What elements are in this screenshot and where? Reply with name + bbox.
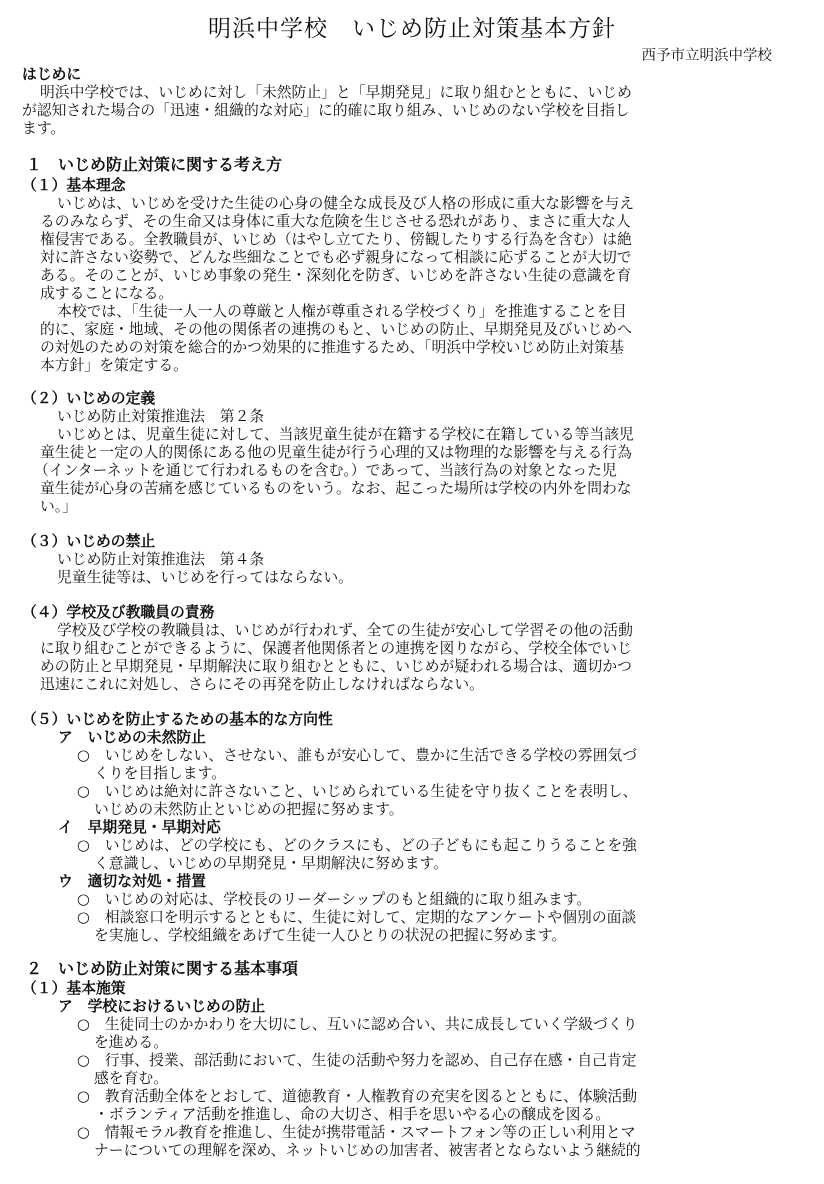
bullet-line: ○ 行事、授業、部活動において、生徒の活動や努力を認め、自己存在感・自己肯定 [77,1052,637,1069]
school-name: 西予市立明浜中学校 [641,48,772,64]
section-heading: １ いじめ防止対策に関する考え方 [26,155,283,174]
body-line: の対処のための対策を総合的かつ効果的に推進するため、「明浜中学校いじめ防止対策基 [40,339,624,356]
subsection-heading: （４）学校及び教職員の責務 [22,604,215,621]
body-line: 本方針」を策定する。 [40,357,188,374]
bullet-line: ○ いじめをしない、させない、誰もが安心して、豊かに生活できる学校の雰囲気づ [77,747,638,764]
body-line: 童生徒が心身の苦痛を感じているものをいう。なお、起こった場所は学校の内外を問わな [40,480,632,497]
item-heading: ア 学校におけるいじめの防止 [58,998,266,1015]
intro-line: ます。 [22,120,66,137]
bullet-line: ○ 教育活動全体をとおして、道徳教育・人権教育の充実を図るとともに、体験活動 [77,1088,638,1105]
body-line: 成することになる。 [40,285,174,302]
document-title: 明浜中学校 いじめ防止対策基本方針 [208,16,616,42]
subsection-heading: （５）いじめを防止するための基本的な方向性 [22,711,333,728]
body-line: いじめは、いじめを受けた生徒の心身の健全な成長及び人格の形成に重大な影響を与え [57,195,635,212]
bullet-line: ナーについての理解を深め、ネットいじめの加害者、被害者とならないよう継続的 [94,1142,641,1159]
item-heading: ア いじめの未然防止 [58,729,206,746]
item-heading: イ 早期発見・早期対応 [58,819,221,836]
body-line: めの防止と早期発見・早期解決に取り組むとともに、いじめが疑われる場合は、適切かつ [40,658,632,675]
body-line: に取り組むことができるように、保護者他関係者との連携を図りながら、学校全体でいじ [40,640,632,657]
intro-line: が認知された場合の「迅速・組織的な対応」に的確に取り組み、いじめのない学校を目指し [22,102,630,119]
bullet-line: く意識し、いじめの早期発見・早期解決に努めます。 [94,855,448,872]
intro-line: 明浜中学校では、いじめに対し「未然防止」と「早期発見」に取り組むとともに、いじめ [40,84,632,101]
bullet-line: ・ボランティア活動を推進し、命の大切さ、相手を思いやる心の醸成を図る。 [94,1106,611,1123]
bullet-line: を進める。 [94,1034,168,1051]
body-line: ある。そのことが、いじめ事象の発生・深刻化を防ぎ、いじめを許さない生徒の意識を育 [40,267,632,284]
body-line: 本校では、「生徒一人一人の尊厳と人権が尊重される学校づくり」を推進することを目 [57,303,627,320]
bullet-line: ○ いじめは絶対に許さないこと、いじめられている生徒を守り抜くことを表明し、 [77,783,638,800]
body-line: い。」 [40,498,77,515]
subsection-heading: （３）いじめの禁止 [22,533,156,550]
body-line: 迅速にこれに対処し、さらにその再発を防止しなければならない。 [40,676,484,693]
bullet-line: くりを目指します。 [94,765,226,782]
bullet-line: ○ 情報モラル教育を推進し、生徒が携帯電話・スマートフォン等の正しい利用とマ [77,1124,636,1141]
bullet-line: 感を育む。 [94,1070,168,1087]
subsection-heading: （２）いじめの定義 [22,390,156,407]
body-line: 対に許さない姿勢で、どんな些細なことでも必ず親身になって相談に応ずることが大切で [40,249,632,266]
subsection-heading: （１）基本理念 [22,177,126,194]
body-line: 学校及び学校の教職員は、いじめが行われず、全ての生徒が安心して学習その他の活動 [57,622,633,639]
subsection-heading: （１）基本施策 [22,980,126,997]
body-line: 権侵害である。全教職員が、いじめ（はやし立てたり、傍観したりする行為を含む）は絶 [40,231,632,248]
item-heading: ウ 適切な対処・措置 [58,873,206,890]
bullet-line: ○ 生徒同士のかかわりを大切にし、互いに認め合い、共に成長していく学級づくり [77,1016,638,1033]
section-heading: ２ いじめ防止対策に関する基本事項 [26,959,299,978]
body-line: 童生徒と一定の人的関係にある他の児童生徒が行う心理的又は物理的な影響を与える行為 [40,444,632,461]
bullet-line: ○ 相談窓口を明示するとともに、生徒に対して、定期的なアンケートや個別の面談 [77,909,637,926]
bullet-line: いじめの未然防止といじめの把握に努めます。 [94,801,404,818]
body-line: いじめ防止対策推進法 第２条 [57,408,265,425]
bullet-line: を実施し、学校組織をあげて生徒一人ひとりの状況の把握に努めます。 [94,927,567,944]
body-line: いじめ防止対策推進法 第４条 [57,551,265,568]
bullet-line: ○ いじめは、どの学校にも、どのクラスにも、どの子どもにも起こりうることを強 [77,837,637,854]
bullet-line: ○ いじめの対応は、学校長のリーダーシップのもと組織的に取り組みます。 [77,891,592,908]
body-line: いじめとは、児童生徒に対して、当該児童生徒が在籍する学校に在籍している等当該児 [57,426,634,443]
body-line: 的に、家庭・地域、その他の関係者の連携のもと、いじめの防止、早期発見及びいじめへ [40,321,632,338]
intro-heading: はじめに [22,66,82,83]
body-line: 児童生徒等は、いじめを行ってはならない。 [57,569,353,586]
body-line: （インターネットを通じて行われるものを含む。）であって、当該行為の対象となった児 [34,462,617,479]
body-line: るのみならず、その生命又は身体に重大な危険を生じさせる恐れがあり、まさに重大な人 [40,213,631,230]
